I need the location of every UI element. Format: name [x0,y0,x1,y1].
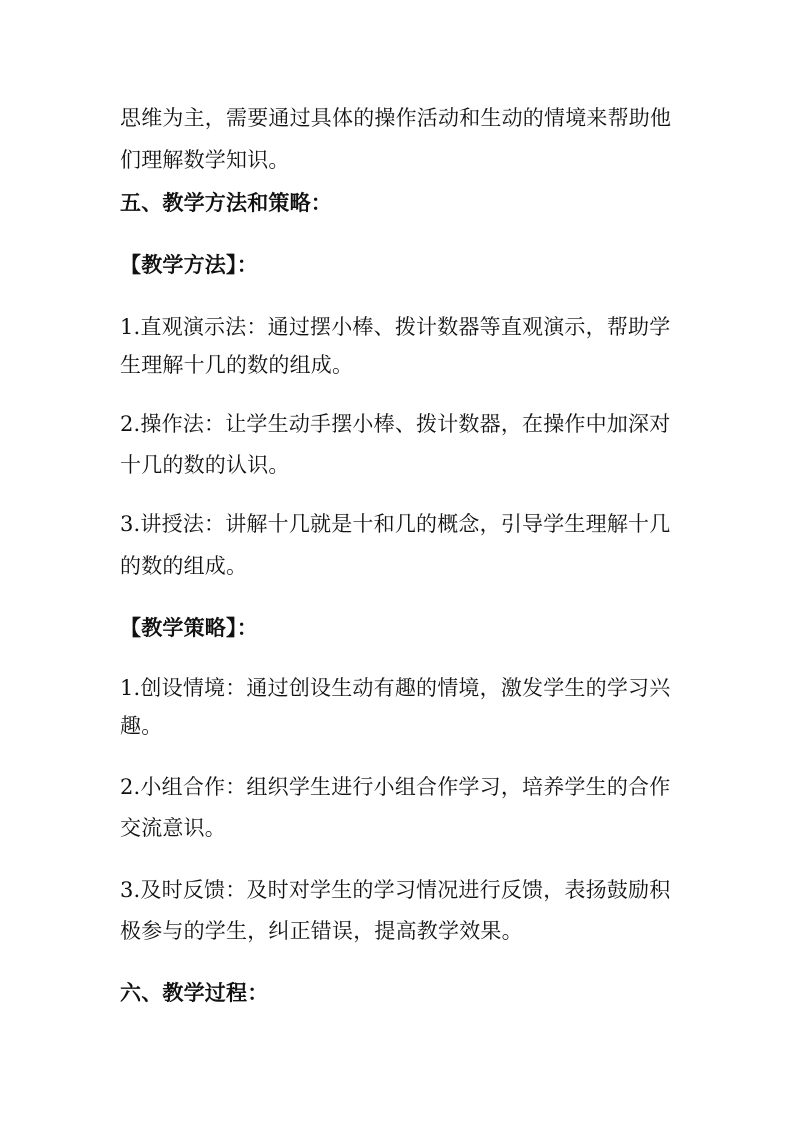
intro-line-1: 思维为主，需要通过具体的操作活动和生动的情境来帮助他 [120,106,672,130]
methods-heading: 【教学方法】： [120,253,258,277]
method-1-line-1: 1.直观演示法：通过摆小棒、拨计数器等直观演示，帮助学 [120,315,671,339]
strategy-3-line-1: 3.及时反馈：及时对学生的学习情况进行反馈，表扬鼓励积 [120,878,671,902]
method-2-line-2: 十几的数的认识。 [120,453,290,477]
section-5-heading: 五、教学方法和策略： [120,191,332,215]
section-6-heading: 六、教学过程： [120,981,269,1005]
strategy-2-line-1: 2.小组合作：组织学生进行小组合作学习，培养学生的合作 [120,775,671,799]
intro-line-2: 们理解数学知识。 [120,148,290,172]
method-2-line-1: 2.操作法：让学生动手摆小棒、拨计数器，在操作中加深对 [120,412,671,436]
strategy-3-line-2: 极参与的学生，纠正错误，提高教学效果。 [120,919,523,943]
strategy-2-line-2: 交流意识。 [120,816,226,840]
strategy-1-line-1: 1.创设情境：通过创设生动有趣的情境，激发学生的学习兴 [120,676,671,700]
strategy-1-line-2: 趣。 [120,714,163,738]
strategies-heading: 【教学策略】： [120,616,258,640]
method-3-line-1: 3.讲授法：讲解十几就是十和几的概念，引导学生理解十几 [120,512,671,536]
method-1-line-2: 生理解十几的数的组成。 [120,353,354,377]
method-3-line-2: 的数的组成。 [120,554,248,578]
